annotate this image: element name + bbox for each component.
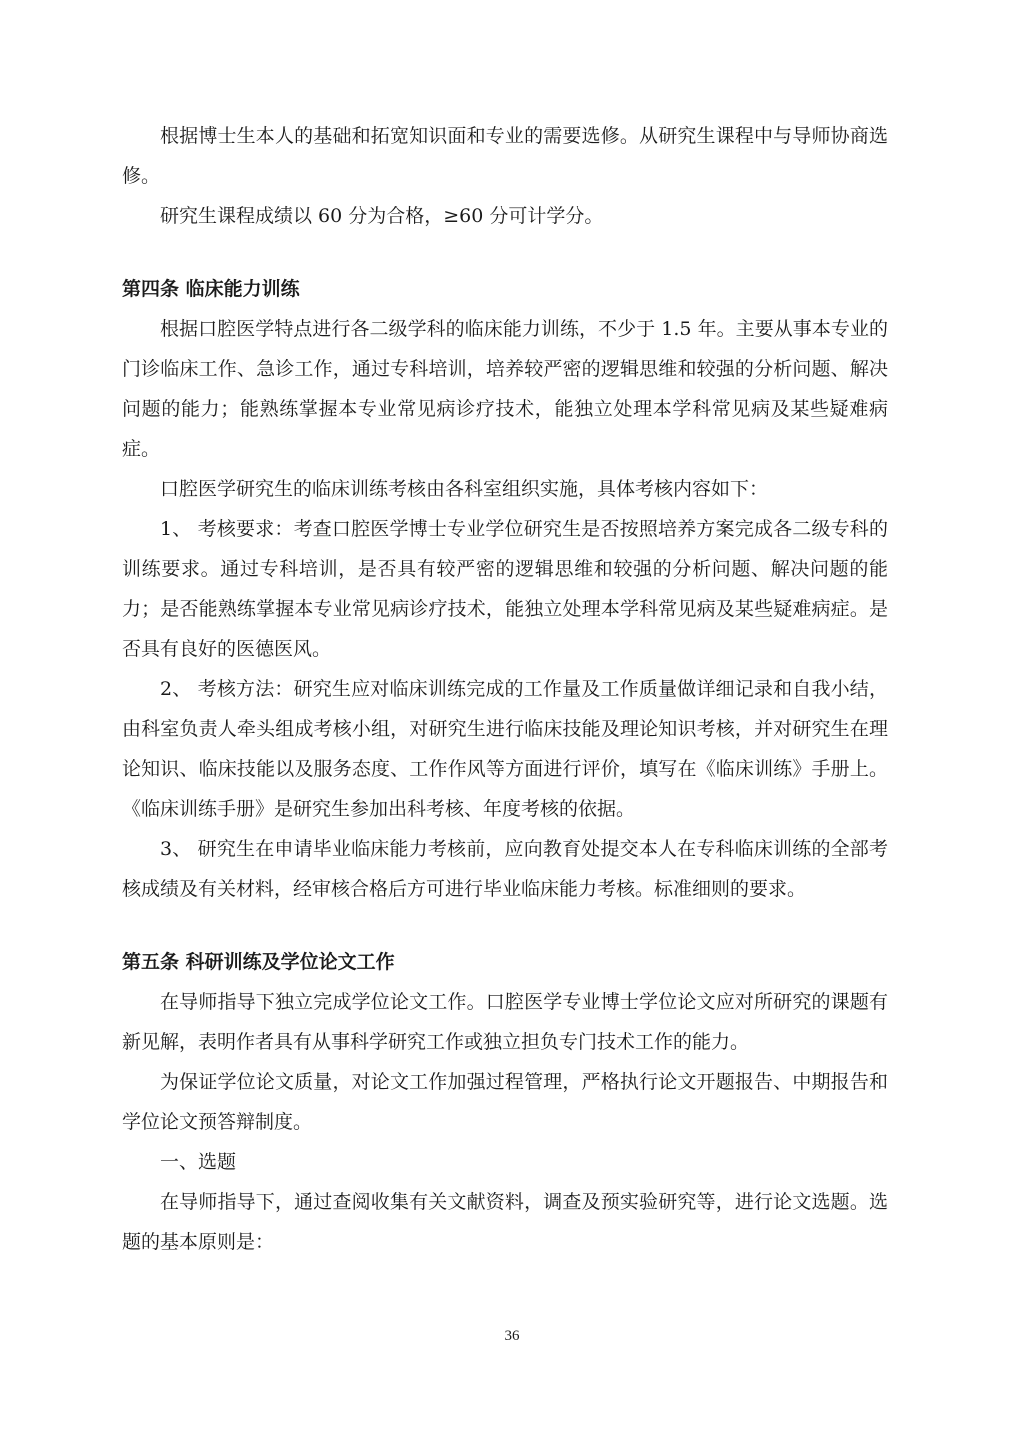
- document-page: [122, 116, 888, 1262]
- section-4-item-1: 1、 考核要求：考查口腔医学博士专业学位研究生是否按照培养方案完成各二级专科的训练要求。通过专科培训，是否具有较严密的逻辑思维和较强的分析问题、解决问题的能力；是否能熟练掌握本专业常见病诊疗技术，能独立处理本学科常见病及某些疑难病症。是否具有良好的医德医风。: [122, 518, 888, 660]
- section-4-paragraph: 口腔医学研究生的临床训练考核由各科室组织实施，具体考核内容如下：: [160, 478, 769, 500]
- section-5-subheading: 一、选题: [160, 1151, 237, 1173]
- section-4-heading: 第四条 临床能力训练: [122, 278, 300, 300]
- section-4-item-3: 3、 研究生在申请毕业临床能力考核前，应向教育处提交本人在专科临床训练的全部考核成绩及有关材料，经审核合格后方可进行毕业临床能力考核。标准细则的要求。: [122, 838, 888, 900]
- paragraph-grading: 研究生课程成绩以 60 分为合格，≥60 分可计学分。: [160, 205, 604, 227]
- section-5-paragraph: 在导师指导下，通过查阅收集有关文献资料，调查及预实验研究等，进行论文选题。选题的基本原则是：: [122, 1191, 888, 1253]
- section-5-heading: 第五条 科研训练及学位论文工作: [122, 951, 395, 973]
- spacer: [122, 909, 888, 942]
- section-4-paragraph: 根据口腔医学特点进行各二级学科的临床能力训练，不少于 1.5 年。主要从事本专业的门诊临床工作、急诊工作，通过专科培训，培养较严密的逻辑思维和较强的分析问题、解决问题的能力；能熟练掌握本专业常见病诊疗技术，能独立处理本学科常见病及某些疑难病症。: [122, 318, 888, 460]
- section-4-item-2: 2、 考核方法：研究生应对临床训练完成的工作量及工作质量做详细记录和自我小结，由科室负责人牵头组成考核小组，对研究生进行临床技能及理论知识考核，并对研究生在理论知识、临床技能以及服务态度、工作作风等方面进行评价，填写在《临床训练》手册上。《临床训练手册》是研究生参加出科考核、年度考核的依据。: [122, 678, 888, 820]
- page-number: 36: [504, 1328, 520, 1344]
- paragraph-elective-courses: 根据博士生本人的基础和拓宽知识面和专业的需要选修。从研究生课程中与导师协商选修。: [122, 125, 888, 187]
- section-5-paragraph: 在导师指导下独立完成学位论文工作。口腔医学专业博士学位论文应对所研究的课题有新见解，表明作者具有从事科学研究工作或独立担负专门技术工作的能力。: [122, 991, 888, 1053]
- spacer: [122, 236, 888, 269]
- section-5-paragraph: 为保证学位论文质量，对论文工作加强过程管理，严格执行论文开题报告、中期报告和学位论文预答辩制度。: [122, 1071, 888, 1133]
